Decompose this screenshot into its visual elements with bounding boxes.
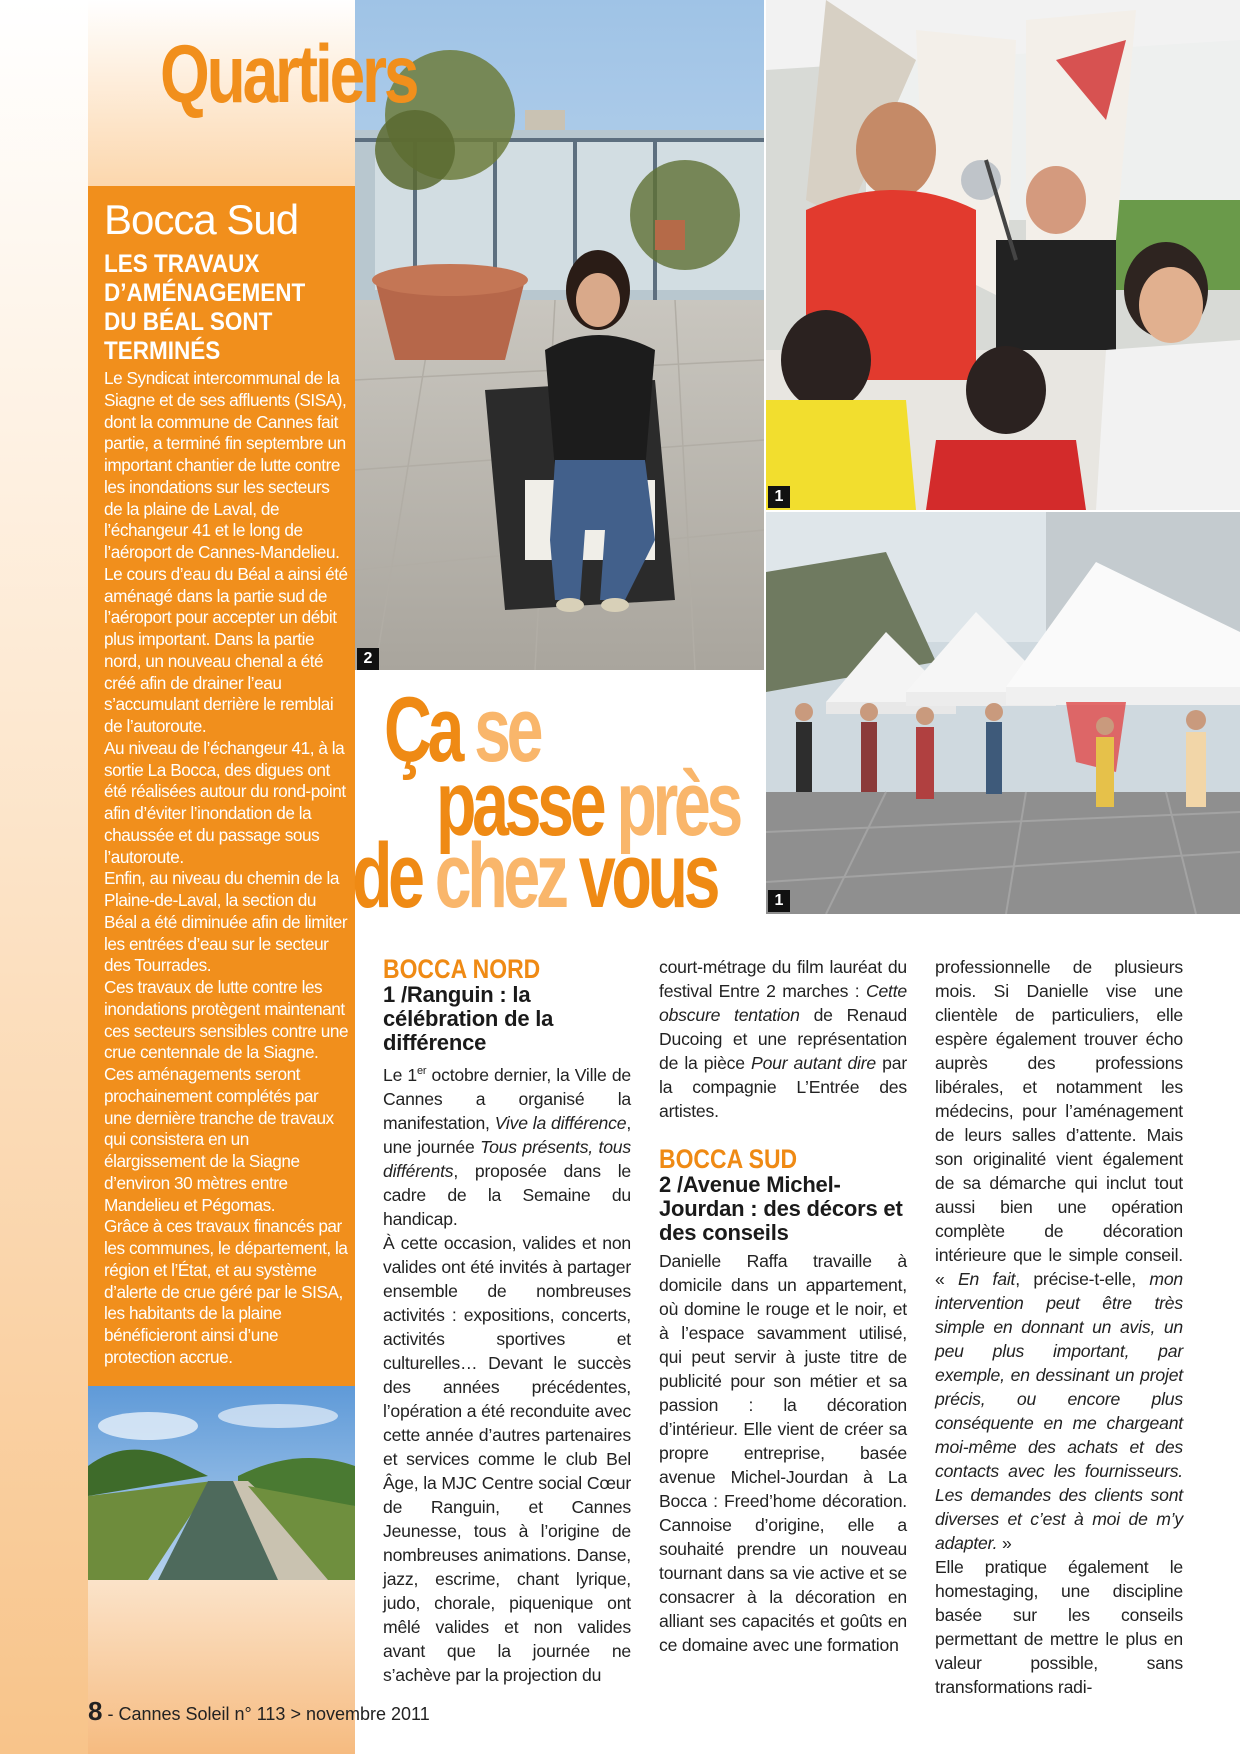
headline-word: chez: [434, 825, 565, 927]
sidebar-paragraph: Le Syndicat intercommunal de la Siagne et de ses affluents (SISA), dont la commune de Cannes fait partie, a terminé fin septembre un important chantier de lutte contre les inondations sur les secteurs de la plaine de Laval, de l’échangeur 41 et le long de l’aéroport de Cannes-Mandelieu.: [104, 368, 347, 562]
sidebar-subtitle: LES TRAVAUX D’AMÉNAGEMENT DU BÉAL SONT TERMINÉS: [104, 250, 306, 365]
children-photo-image: [766, 0, 1240, 510]
article-paragraph: Danielle Raffa travaille à domicile dans un appartement, où domine le rouge et le noir, et à l’espace savamment utilisé, qui peut servir à juste titre de publicité pour son métier et sa passion : la décoration d’intérieur. Elle vient de créer sa propre entreprise, basée avenue Michel-Jourdan à La Bocca : Freed’home décoration. Cannoise d’origine, elle a souhaité prendre un nouveau tournant dans sa vie active et se consacrer à la décoration en alliant ses capacités et goûts en ce domaine avec une formation: [659, 1251, 907, 1655]
article-column-3: [935, 955, 1183, 1699]
headline-word: près: [616, 753, 739, 855]
article-title: [659, 1173, 907, 1245]
article-paragraph: [659, 955, 907, 1123]
article-kicker: BOCCA NORD: [383, 954, 541, 984]
canal-photo-image: [88, 1386, 355, 1580]
article-number: 2 /: [659, 1172, 683, 1197]
article-paragraph: Elle pratique également le homestaging, une discipline basée sur les conseils permettant de mettre le plus en valeur possible, sans transformations radi-: [935, 1557, 1183, 1697]
sidebar-paragraph: Le cours d’eau du Béal a ainsi été aménagé dans la partie sud de l’aéroport pour accepter un débit plus important. Dans la partie nord, un nouveau chenal a été créé afin de drainer l’eau s’accumulant derrière le remblai de l’autoroute.: [104, 563, 348, 736]
sidebar-heading: Bocca Sud: [104, 196, 299, 243]
tents-photo-image: [766, 512, 1240, 914]
headline-word: Ça: [384, 679, 461, 781]
photo-beal-canal: [88, 1386, 355, 1580]
photo-number-badge: 1: [768, 486, 790, 508]
sidebar-paragraph: Grâce à ces travaux financés par les communes, le département, la région et l’État, et au système d’alerte de crue géré par le SISA, les habitants de la plaine bénéficieront ainsi d’une protection accrue.: [104, 1216, 348, 1367]
text-run: , proposée dans le cadre de la Semaine du handicap.: [383, 1160, 631, 1229]
headline-word: vous: [578, 825, 717, 927]
text-run: er: [416, 1065, 427, 1077]
issue-info: - Cannes Soleil n° 113 > novembre 2011: [102, 1704, 430, 1724]
photo-number-badge: 1: [768, 890, 790, 912]
article-column-2: [659, 955, 907, 1657]
text-run: Vive la différence: [494, 1112, 627, 1133]
sidebar-paragraph: Enfin, au niveau du chemin de la Plaine-de-Laval, la section du Béal a été diminuée afin de limiter les entrées d’eau sur le secteur des Tourrades.: [104, 868, 348, 976]
article-paragraph: [383, 1059, 631, 1231]
text-run: court-métrage du film lauréat du festival Entre 2 marches :: [659, 957, 907, 1001]
text-run: , précise-t-elle,: [1015, 1269, 1150, 1289]
photo-number-badge: 2: [357, 648, 379, 670]
headline-word: de: [352, 825, 421, 927]
page-margin-gradient: [0, 0, 88, 1754]
text-run: Pour autant dire: [751, 1053, 876, 1073]
article-kicker: BOCCA SUD: [659, 1144, 798, 1174]
text-run: de Renaud Ducoing et une représentation de la pièce: [659, 1005, 908, 1073]
article-title: [383, 983, 631, 1055]
sidebar-bottom-gradient: [88, 1580, 355, 1754]
text-run: , une journée: [383, 1112, 632, 1157]
article-title-text: Ranguin : la célébration de la différence: [383, 982, 554, 1055]
sidebar-paragraph: Ces aménagements seront prochainement complétés par une dernière tranche de travaux qui consistera en un élargissement de la Siagne d’environ 30 mètres entre Mandelieu et Pégomas.: [104, 1064, 334, 1215]
article-number: 1 /: [383, 982, 407, 1007]
quote-text: mon intervention peut être très simple en donnant un avis, un peu plus important, par exemple, en dessinant un projet précis, ou encore plus conséquente en me chargeant moi-même des achats et des contacts avec les fournisseurs. Les demandes des clients sont diverses et c’est à moi de m’y adapter.: [935, 1269, 1183, 1553]
page-number: 8: [88, 1696, 103, 1726]
text-run: professionnelle de plusieurs mois. Si Danielle vise une clientèle de particuliers, elle espère également trouver écho auprès des professions libérales, et notamment les médecins, pour l’aménagement de leurs salles d’attente. Mais son originalité vient également de sa démarche qui inclut tout aussi bien une opération complète de décoration intérieure que le simple conseil. «: [935, 957, 1183, 1289]
sidebar-paragraph: Ces travaux de lutte contre les inondations protègent maintenant ces secteurs sensibles contre une crue centennale de la Siagne.: [104, 977, 349, 1063]
sidebar-paragraph: Au niveau de l’échangeur 41, à la sortie La Bocca, des digues ont été réalisées autour du rond-point afin d’éviter l’inondation de la chaussée et du passage sous l’autoroute.: [104, 737, 346, 867]
page-footer: [88, 1696, 430, 1727]
section-title: Quartiers: [160, 29, 417, 120]
main-headline: [352, 672, 766, 927]
article-title-text: Avenue Michel-Jourdan : des décors et des conseils: [659, 1172, 903, 1245]
article-column-1: [383, 955, 631, 1687]
headline-line-3: [352, 825, 717, 927]
article-paragraph: À cette occasion, valides et non valides ont été invités à partager ensemble de nombreuses activités : expositions, concerts, activités sportives et culturelles… Devant le succès des années précédentes, l’opération a été reconduite avec cette année d’autres partenaires et services comme le club Bel Âge, la MJC Centre social Cœur de Ranguin, et Cannes Jeunesse, tous à l’origine de nombreuses animations. Danse, jazz, escrime, chant lyrique, judo, chorale, piquenique ont mêlé valides et non valides avant que la journée ne s’achève par la projection du: [383, 1232, 631, 1685]
text-run: »: [997, 1533, 1012, 1553]
headline-word: passe: [436, 753, 603, 855]
text-run: Cette obscure tentation: [659, 981, 907, 1025]
headline-word: se: [474, 679, 540, 781]
text-run: En fait: [958, 1269, 1016, 1289]
sidebar-body: [104, 368, 349, 1369]
photo-event-tents: [766, 512, 1240, 914]
text-run: Tous présents, tous différents: [383, 1136, 631, 1181]
article-paragraph: [935, 955, 1183, 1555]
text-run: octobre dernier, la Ville de Cannes a organisé la manifestation,: [383, 1064, 631, 1133]
text-run: par la compagnie L’Entrée des artistes.: [659, 1053, 907, 1121]
photo-children-activity: [766, 0, 1240, 510]
text-run: Le 1: [383, 1064, 417, 1085]
